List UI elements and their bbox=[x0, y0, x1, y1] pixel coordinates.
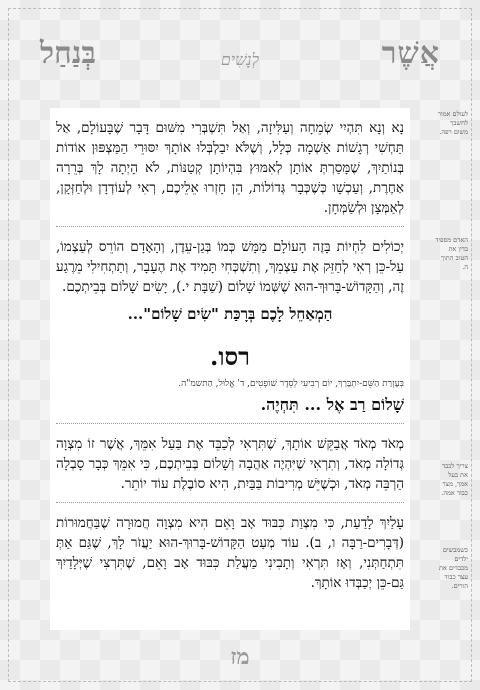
header-brand-2: בְּנַחַל bbox=[40, 36, 97, 71]
paragraph-1: נָא וְנָא תִּהְיִי שְׂמֵחָה וְעַלִּיזָה, וְאַל תִּשְׁבְּרִי מִשּׁוּם דָּבָר שֶׁבָּעוֹלָם, אַל תַּחְשִׁי רְגָשׁוֹת אַשְׁמָה כְּלָל, וְשֶׁלֹּא יִבַלְבְּלוּ אוֹתָךְ יִסּוּרֵי הַמַּצְפּוּן אוֹדוֹת בְּנוֹתַיִךְ, שֶׁמָּסַרְתְּ אוֹתָן לְאִמּוּץ בִּהְיוֹתָן קְטַנּוֹת, לֹא הָיְתָה לָךְ בְּרֵרָה אַחֶרֶת, וְעַכְשָׁו כְּשֶׁכְּבָר גְּדוֹלוֹת, הֵן חָזְרוּ אֵלֵיכֶם, רְאִי לְעוֹדְדָן וּלְחַזְּקָן, לְאַמְּצָן וּלְשַׂמְּחָן. bbox=[56, 120, 404, 216]
paragraph-3: מְאֹד מְאֹד אֲבַקֵּשׁ אוֹתָךְ, שֶׁתִּרְאִי לְכַבֵּד אֶת בַּעַל אִמֵּךְ, אֲשֶׁר זוֹ מִצְוָה גְּדוֹלָה מְאֹד, וְתִרְאִי שֶׁיִּהְיֶה אַהֲבָה וְשָׁלוֹם בְּבֵיתְכֶם, כִּי אִמֵּךְ כְּבָר סָבְלָה הַרְבֵּה מְאֹד, וּכְשֶׁיֵּשׁ מְרִיבוֹת בַּבַּיִת, הִיא סוֹבֶלֶת עוֹד יוֹתֵר. bbox=[56, 436, 404, 492]
header-subtitle: לְנָשִׁים bbox=[220, 50, 260, 69]
main-content bbox=[50, 108, 410, 630]
paragraph-2: יְכוֹלִים לִחְיוֹת בָּזֶה הָעוֹלָם מַמָּשׁ כְּמוֹ בְּגַן-עֵדֶן, וְהָאָדָם הוֹרֵס לְעַצְמוֹ, עַל-כֵּן רְאִי לְחַזֵּק אֶת עַצְמֵךְ, וְתִשְׁכְּחִי תָּמִיד אֶת הֶעָבָר, וְתַתְחִילִי מֵרֶגַע זֶה, וְהַקָּדוֹשׁ-בָּרוּךְ-הוּא שֶׁשְּׁמוֹ שָׁלוֹם (שַׁבָּת י.), יָשִׂים שָׁלוֹם בְּבֵיתְכֶם. bbox=[56, 239, 404, 295]
page-number: מז bbox=[230, 644, 250, 670]
letter-dateline: בְּעֶזְרַת הַשֵּׁם-יִתְבָּרַךְ, יוֹם רְבִיעִי לְסֵדֶר שׁוֹפְטִים, ד' אֱלוּל, הַתשמ"ה. bbox=[178, 379, 404, 389]
side-note-4: כשמבשים ילדים מכבדים את עצר כבוד הורים. bbox=[439, 546, 468, 590]
dashed-border-right bbox=[471, 8, 472, 682]
dashed-border-top bbox=[8, 8, 472, 9]
dashed-border-left bbox=[8, 8, 9, 682]
dashed-border-bottom bbox=[8, 681, 472, 682]
page-header bbox=[40, 36, 440, 86]
letter-greeting: שָׁלוֹם רַב אֶל ... תִּחְיֶה. bbox=[260, 395, 404, 414]
header-brand: אֲשֶׁר bbox=[381, 36, 440, 71]
side-note-2: האדם מספיד בדין את הטוב התוך ה. bbox=[435, 236, 468, 271]
closing-blessing: הַמְאַחֵל לָכֶם בְּרָכַּת "שִׂים שָׁלוֹם"... bbox=[127, 305, 333, 323]
divider bbox=[56, 423, 404, 424]
side-note-1: לעולם אמור לחשבך משום רפה. bbox=[437, 110, 468, 136]
paragraph-4: עָלַיִךְ לָדַעַת, כִּי מִצְוַת כִּבּוּד אָב וָאֵם הִיא מִצְוָה חֲמוּרָה שֶׁבַּחֲמוּרוֹת (דְּבָרִים-רַבָּה ו, ב). עוֹד מְעַט הַקָּדוֹשׁ-בָּרוּךְ-הוּא יַעֲזֹר לָךְ, שֶׁגַּם אַתְּ תִּתְחַתְּנִי, וְאָז תִּרְאִי וְתָבִינִי מַעֲלַת כִּבּוּד אָב וָאֵם, שֶׁתִּרְצִי שֶׁיְּלָדַיִךְ גַּם-כֵּן יְכַבְּדוּ אוֹתָךְ. bbox=[56, 515, 404, 591]
divider bbox=[56, 226, 404, 227]
divider bbox=[56, 502, 404, 503]
letter-number: רסו. bbox=[210, 342, 250, 371]
side-note-3: צריך לכבד את בעל אמך, מצד כבוד אמה. bbox=[441, 462, 468, 497]
